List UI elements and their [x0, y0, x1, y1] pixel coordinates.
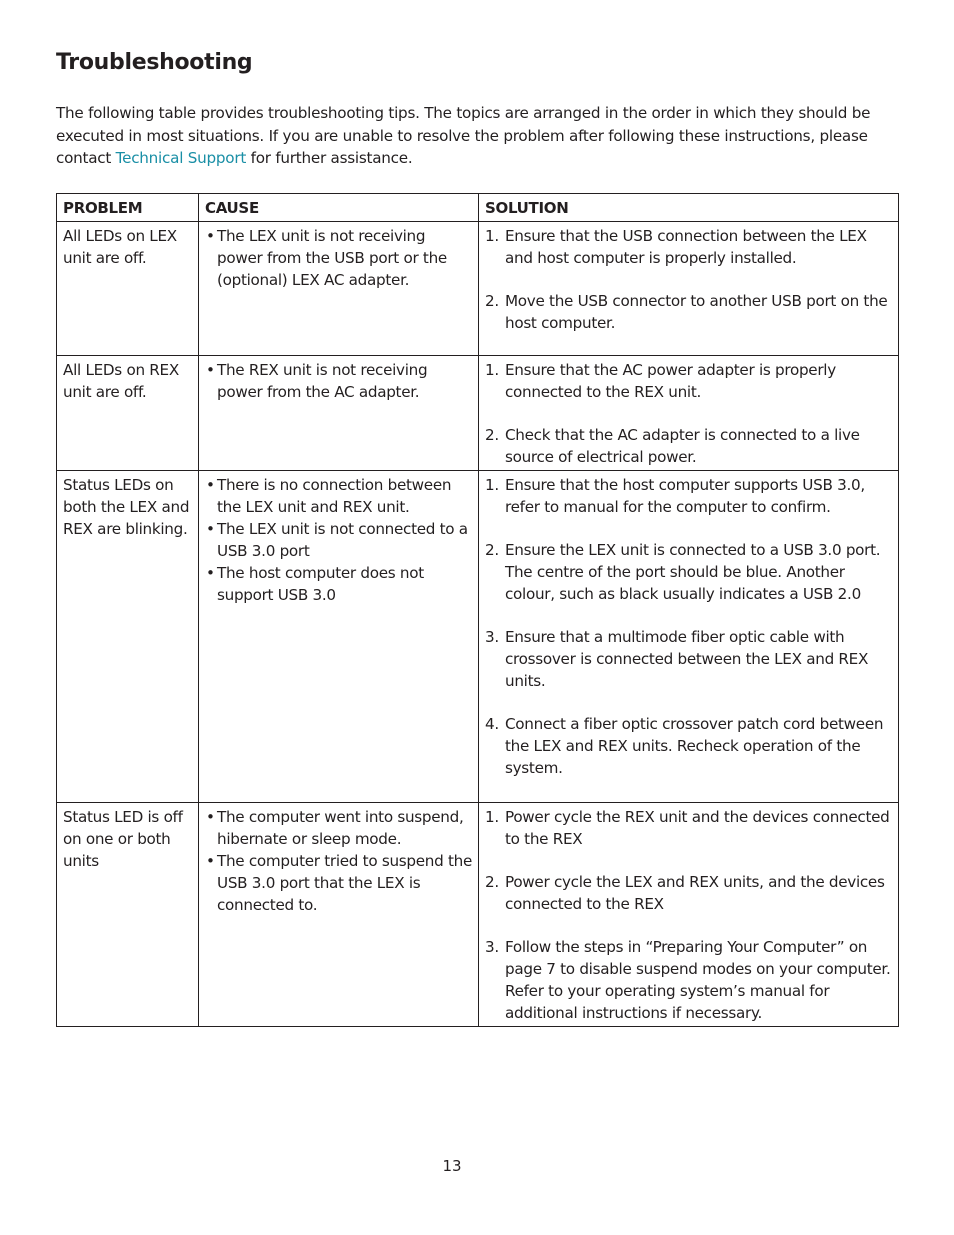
table-row — [57, 356, 899, 471]
solution-list — [485, 359, 892, 468]
step-number: 2. — [485, 292, 499, 310]
page-title: Troubleshooting — [56, 50, 253, 75]
cause-list — [205, 359, 472, 403]
cause-list — [205, 806, 472, 916]
cause-cell — [199, 356, 479, 471]
intro-text-after: for further assistance. — [246, 149, 413, 167]
step-text: Power cycle the LEX and REX units, and the devices connected to the REX — [505, 873, 885, 913]
solution-cell — [479, 222, 899, 356]
solution-step — [485, 424, 892, 468]
cause-cell — [199, 222, 479, 356]
solution-step — [485, 936, 892, 1024]
solution-step — [485, 290, 892, 334]
page-number: 13 — [442, 1157, 462, 1175]
step-text: Ensure that the host computer supports USB 3.0, refer to manual for the computer to confirm. — [505, 476, 865, 516]
solution-step — [485, 713, 892, 779]
cause-list — [205, 225, 472, 291]
troubleshooting-table — [56, 193, 899, 1027]
step-number: 4. — [485, 715, 499, 733]
solution-list — [485, 474, 892, 779]
cause-item: • The host computer does not support USB 3.0 — [205, 562, 472, 606]
table-row — [57, 471, 899, 803]
step-text: Ensure that the USB connection between the LEX and host computer is properly installed. — [505, 227, 867, 267]
step-number: 1. — [485, 361, 499, 379]
step-text: Connect a fiber optic crossover patch cord between the LEX and REX units. Recheck operation of the system. — [505, 715, 884, 777]
problem-cell: All LEDs on LEX unit are off. — [57, 222, 199, 356]
cause-item: • There is no connection between the LEX unit and REX unit. — [205, 474, 472, 518]
solution-list — [485, 225, 892, 334]
solution-step — [485, 626, 892, 692]
solution-step — [485, 359, 892, 403]
step-text: Check that the AC adapter is connected to a live source of electrical power. — [505, 426, 860, 466]
step-text: Ensure that a multimode fiber optic cable with crossover is connected between the LEX and REX units. — [505, 628, 869, 690]
technical-support-link[interactable]: Technical Support — [115, 149, 247, 167]
cause-item: • The computer tried to suspend the USB 3.0 port that the LEX is connected to. — [205, 850, 472, 916]
table-row — [57, 803, 899, 1027]
step-number: 1. — [485, 808, 499, 826]
step-number: 3. — [485, 628, 499, 646]
solution-cell — [479, 803, 899, 1027]
step-number: 3. — [485, 938, 499, 956]
step-number: 2. — [485, 541, 499, 559]
cause-item: • The LEX unit is not receiving power from the USB port or the (optional) LEX AC adapter. — [205, 225, 472, 291]
solution-step — [485, 539, 892, 605]
solution-step — [485, 806, 892, 850]
step-number: 1. — [485, 476, 499, 494]
solution-list — [485, 806, 892, 1024]
step-text: Power cycle the REX unit and the devices connected to the REX — [505, 808, 890, 848]
cause-column-header: CAUSE — [199, 194, 479, 222]
step-text: Follow the steps in “Preparing Your Computer” on page 7 to disable suspend modes on your computer. Refer to your operating system’s manual for additional instructions if necessary. — [505, 938, 891, 1022]
solution-cell — [479, 471, 899, 803]
intro-text-before: The following table provides troubleshooting tips. The topics are arranged in the order in which they should be executed in most situations. If you are unable to resolve the problem after following these instructions, please contact — [56, 104, 871, 167]
step-number: 2. — [485, 426, 499, 444]
problem-cell: Status LEDs on both the LEX and REX are blinking. — [57, 471, 199, 803]
solution-step — [485, 871, 892, 915]
cause-item: • The LEX unit is not connected to a USB 3.0 port — [205, 518, 472, 562]
solution-step — [485, 474, 892, 518]
step-text: Move the USB connector to another USB port on the host computer. — [505, 292, 888, 332]
step-number: 2. — [485, 873, 499, 891]
problem-cell: All LEDs on REX unit are off. — [57, 356, 199, 471]
cause-item: • The REX unit is not receiving power from the AC adapter. — [205, 359, 472, 403]
solution-column-header: SOLUTION — [479, 194, 899, 222]
problem-column-header: PROBLEM — [57, 194, 199, 222]
cause-item: • The computer went into suspend, hibernate or sleep mode. — [205, 806, 472, 850]
step-text: Ensure that the AC power adapter is properly connected to the REX unit. — [505, 361, 836, 401]
solution-step — [485, 225, 892, 269]
cause-cell — [199, 803, 479, 1027]
solution-cell — [479, 356, 899, 471]
problem-cell: Status LED is off on one or both units — [57, 803, 199, 1027]
table-row — [57, 222, 899, 356]
step-text: Ensure the LEX unit is connected to a USB 3.0 port. The centre of the port should be blue. Another colour, such as black usually indicates a USB 2.0 — [505, 541, 881, 603]
cause-list — [205, 474, 472, 606]
intro-paragraph — [56, 102, 906, 170]
table-header-row — [57, 194, 899, 222]
step-number: 1. — [485, 227, 499, 245]
cause-cell — [199, 471, 479, 803]
